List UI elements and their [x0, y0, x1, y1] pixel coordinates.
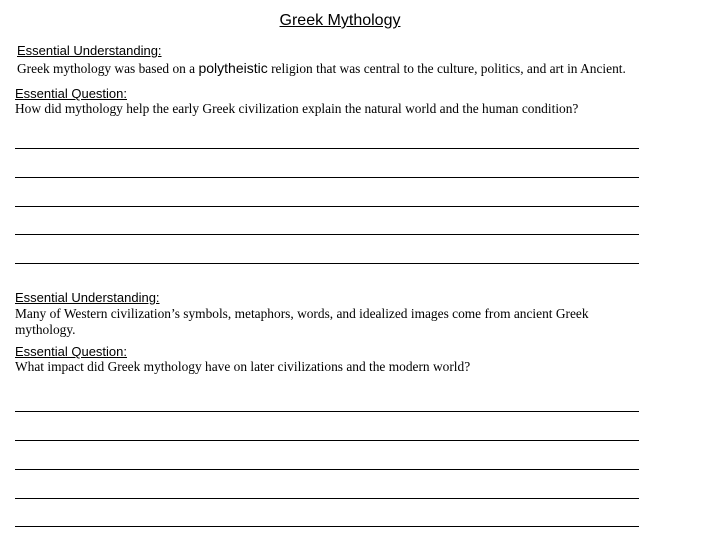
section1-understanding-term: polytheistic [198, 60, 268, 76]
section2-answer-line[interactable] [15, 440, 639, 441]
section1-question-label: Essential Question: [15, 86, 128, 101]
section1-understanding-label: Essential Understanding: [17, 43, 162, 58]
section1-answer-line[interactable] [15, 148, 639, 149]
section1-answer-line[interactable] [15, 177, 639, 178]
section1-answer-line[interactable] [15, 263, 639, 264]
section1-question-text: How did mythology help the early Greek civilization explain the natural world and the human condition? [15, 101, 579, 116]
section2-answer-line[interactable] [15, 526, 639, 527]
section2-understanding-text: Many of Western civilization’s symbols, metaphors, words, and idealized images come from ancient Greek mythology. [15, 306, 589, 337]
section2-question-text: What impact did Greek mythology have on later civilizations and the modern world? [15, 359, 471, 374]
section2-understanding-label: Essential Understanding: [15, 290, 160, 305]
section2-answer-line[interactable] [15, 411, 639, 412]
page-title: Greek Mythology [279, 12, 401, 29]
section2-answer-line[interactable] [15, 498, 639, 499]
section1-understanding-text [17, 60, 626, 77]
section1-understanding-after: religion that was central to the culture, politics, and art in Ancient. [267, 61, 626, 76]
section1-understanding-before: Greek mythology was based on a [17, 61, 199, 76]
section2-answer-line[interactable] [15, 469, 639, 470]
section1-answer-line[interactable] [15, 234, 639, 235]
section1-answer-line[interactable] [15, 206, 639, 207]
section2-question-label: Essential Question: [15, 344, 128, 359]
